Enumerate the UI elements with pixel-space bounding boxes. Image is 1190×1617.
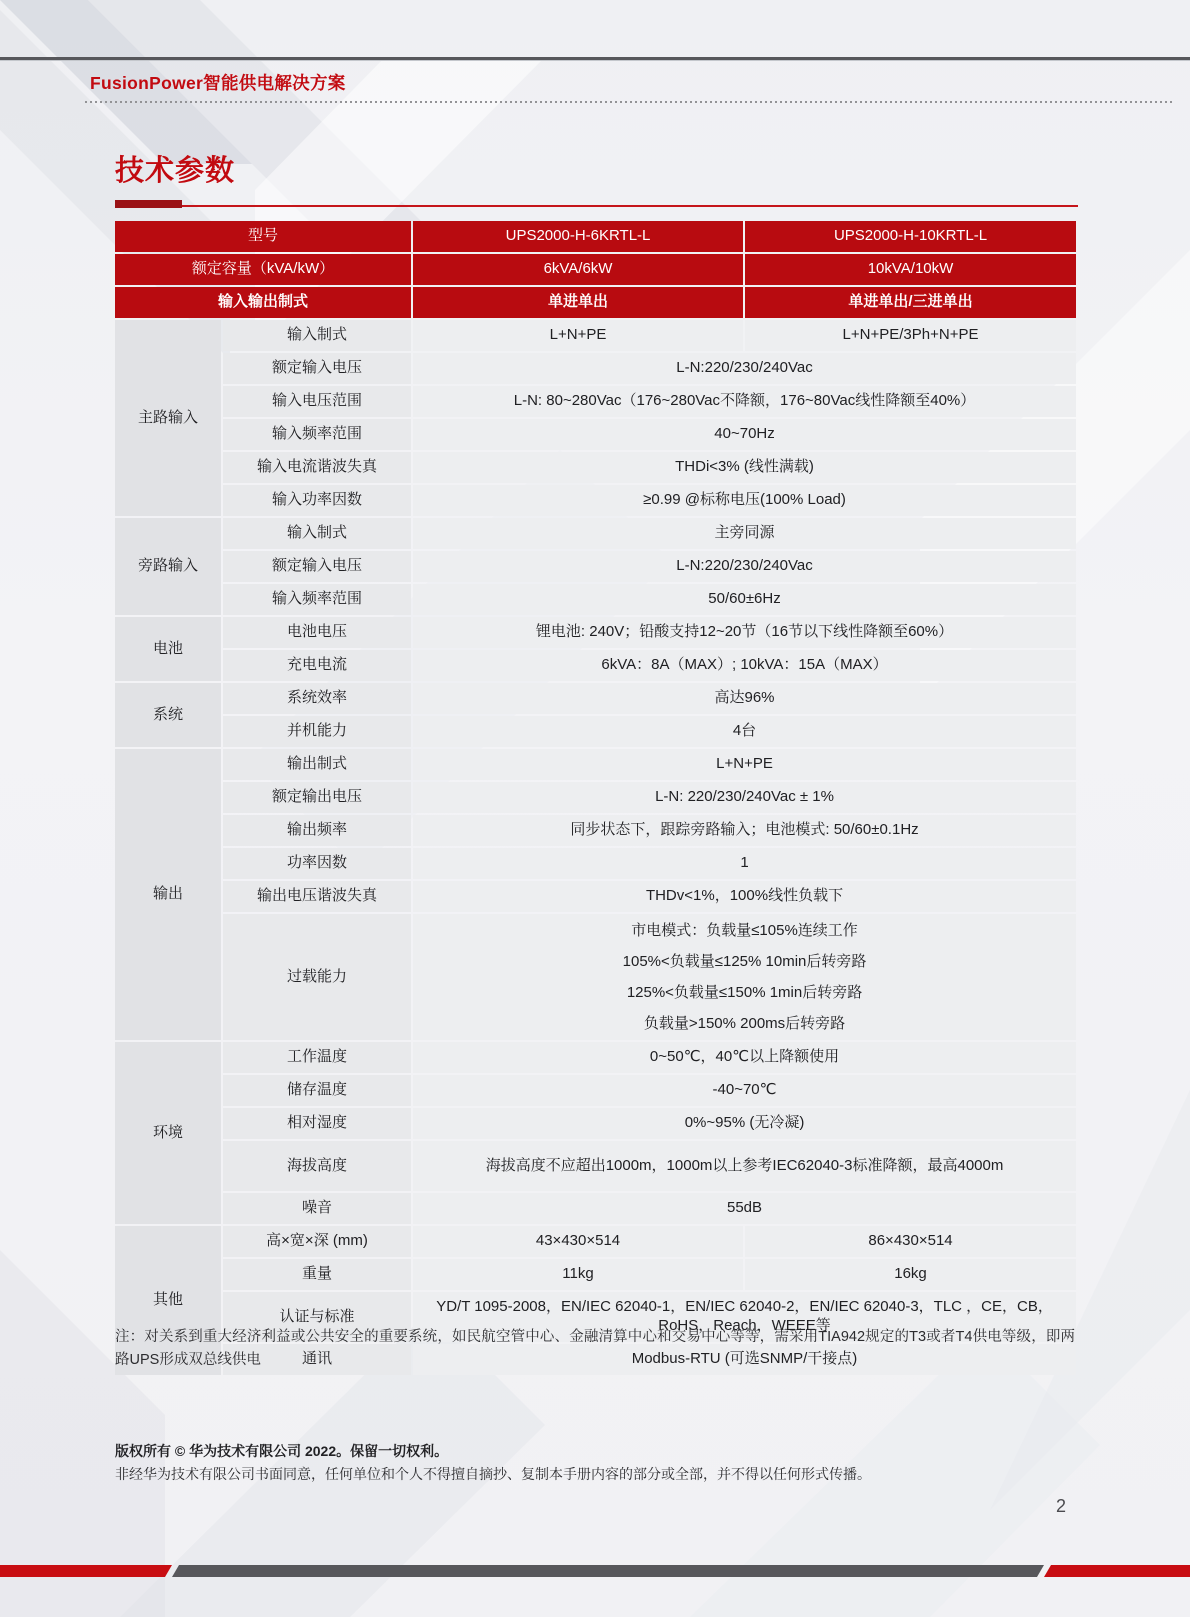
param-label-cell: 系统效率 (223, 683, 411, 714)
model-b-cell: UPS2000-H-10KRTL-L (745, 221, 1076, 252)
param-label-cell: 相对湿度 (223, 1108, 411, 1139)
param-label-cell: 输出制式 (223, 749, 411, 780)
table-row (115, 683, 1076, 714)
section-title-underline (115, 199, 1078, 208)
io-mode-a-cell: 单进单出 (413, 287, 743, 318)
table-row (115, 1226, 1076, 1257)
param-label-cell: 电池电压 (223, 617, 411, 648)
param-label-cell: 并机能力 (223, 716, 411, 747)
param-label-cell: 工作温度 (223, 1042, 411, 1073)
category-cell: 电池 (115, 617, 221, 681)
value-cell: 0%~95% (无冷凝) (413, 1108, 1076, 1139)
table-row (115, 782, 1076, 813)
value-cell: L-N:220/230/240Vac (413, 551, 1076, 582)
value-cell: 16kg (745, 1259, 1076, 1290)
table-row (115, 1042, 1076, 1073)
param-label-cell: 输入电压范围 (223, 386, 411, 417)
table-row (115, 1141, 1076, 1191)
param-label-cell: 输出频率 (223, 815, 411, 846)
value-cell: 55dB (413, 1193, 1076, 1224)
param-label-cell: 输入电流谐波失真 (223, 452, 411, 483)
section-title: 技术参数 (115, 155, 236, 187)
overload-value-cell (413, 914, 1076, 1040)
footer-accent-bar (0, 1565, 1190, 1577)
category-cell: 主路输入 (115, 320, 221, 516)
value-cell: L-N:220/230/240Vac (413, 353, 1076, 384)
value-cell: 海拔高度不应超出1000m，1000m以上参考IEC62040-3标准降额，最高4000m (413, 1141, 1076, 1191)
value-cell: L+N+PE (413, 749, 1076, 780)
value-cell: 86×430×514 (745, 1226, 1076, 1257)
param-label-cell: 额定输入电压 (223, 353, 411, 384)
overload-line: 125%<负载量≤150% 1min后转旁路 (626, 984, 863, 1001)
table-row (115, 848, 1076, 879)
value-cell: 同步状态下，跟踪旁路输入；电池模式: 50/60±0.1Hz (413, 815, 1076, 846)
table-row (115, 452, 1076, 483)
footer-bar-red-left (0, 1565, 172, 1577)
param-label-cell: 通讯 (223, 1344, 411, 1375)
table-header-row-capacity (115, 254, 1076, 285)
table-row (115, 584, 1076, 615)
param-label-cell: 噪音 (223, 1193, 411, 1224)
capacity-a-cell: 6kVA/6kW (413, 254, 743, 285)
overload-line: 负载量>150% 200ms后转旁路 (643, 1015, 846, 1032)
param-label-cell: 额定输入电压 (223, 551, 411, 582)
header-label-cell: 型号 (115, 221, 411, 252)
value-cell: 11kg (413, 1259, 743, 1290)
value-cell: THDi<3% (线性满载) (413, 452, 1076, 483)
table-row (115, 1108, 1076, 1139)
underline-thin-segment (115, 205, 1078, 208)
top-divider-bar (0, 57, 1190, 61)
value-cell: L+N+PE/3Ph+N+PE (745, 320, 1076, 351)
param-label-cell: 功率因数 (223, 848, 411, 879)
footnote: 注：对关系到重大经济利益或公共安全的重要系统，如民航空管中心、金融清算中心和交易中心等等，需采用TIA942规定的T3或者T4供电等级，即两路UPS形成双总线供电 (115, 1329, 1075, 1369)
table-row (115, 1193, 1076, 1224)
value-cell: THDv<1%，100%线性负载下 (413, 881, 1076, 912)
table-row (115, 881, 1076, 912)
underline-thick-segment (115, 200, 182, 208)
table-row (115, 1259, 1076, 1290)
param-label-cell: 高×宽×深 (mm) (223, 1226, 411, 1257)
copyright-line2: 非经华为技术有限公司书面同意，任何单位和个人不得擅自摘抄、复制本手册内容的部分或全部，并不得以任何形式传播。 (115, 1466, 871, 1482)
table-row (115, 518, 1076, 549)
header-label-cell: 额定容量（kVA/kW） (115, 254, 411, 285)
value-cell: L-N: 80~280Vac（176~280Vac不降额，176~80Vac线性降额至40%） (413, 386, 1076, 417)
param-label-cell: 储存温度 (223, 1075, 411, 1106)
value-cell: YD/T 1095-2008，EN/IEC 62040-1，EN/IEC 62040-2，EN/IEC 62040-3，TLC ，CE，CB，RoHS，Reach，WEEE等 (413, 1292, 1076, 1342)
value-cell: 主旁同源 (413, 518, 1076, 549)
param-label-cell: 额定输出电压 (223, 782, 411, 813)
table-row-overload (115, 914, 1076, 1040)
copyright-line1: 版权所有 © 华为技术有限公司 2022。保留一切权利。 (115, 1443, 449, 1459)
param-label-cell: 输入制式 (223, 320, 411, 351)
value-cell: 6kVA：8A（MAX）; 10kVA：15A（MAX） (413, 650, 1076, 681)
category-cell: 环境 (115, 1042, 221, 1224)
dotted-divider (85, 101, 1175, 103)
model-a-cell: UPS2000-H-6KRTL-L (413, 221, 743, 252)
table-row (115, 650, 1076, 681)
table-row (115, 617, 1076, 648)
table-row (115, 551, 1076, 582)
param-label-cell: 海拔高度 (223, 1141, 411, 1191)
table-row (115, 815, 1076, 846)
param-label-cell: 重量 (223, 1259, 411, 1290)
footer-bar-red-right (1044, 1565, 1190, 1577)
header-label-cell: 输入输出制式 (115, 287, 411, 318)
io-mode-b-cell: 单进单出/三进单出 (745, 287, 1076, 318)
value-cell: 40~70Hz (413, 419, 1076, 450)
overload-line: 市电模式：负载量≤105%连续工作 (631, 922, 858, 939)
category-cell: 其他 (115, 1226, 221, 1375)
param-label-cell: 充电电流 (223, 650, 411, 681)
category-cell: 系统 (115, 683, 221, 747)
overload-line: 105%<负载量≤125% 10min后转旁路 (622, 953, 867, 970)
value-cell: 50/60±6Hz (413, 584, 1076, 615)
table-header-row-model (115, 221, 1076, 252)
value-cell: Modbus-RTU (可选SNMP/干接点) (413, 1344, 1076, 1375)
value-cell: 1 (413, 848, 1076, 879)
document-header-title: FusionPower智能供电解决方案 (90, 73, 346, 93)
value-cell: ≥0.99 @标称电压(100% Load) (413, 485, 1076, 516)
table-row (115, 1075, 1076, 1106)
value-cell: 43×430×514 (413, 1226, 743, 1257)
value-cell: 锂电池: 240V；铅酸支持12~20节（16节以下线性降额至60%） (413, 617, 1076, 648)
page-number: 2 (1056, 1496, 1067, 1516)
value-cell: 0~50℃，40℃以上降额使用 (413, 1042, 1076, 1073)
value-cell: L-N: 220/230/240Vac ± 1% (413, 782, 1076, 813)
spec-table (113, 219, 1078, 1377)
param-label-cell: 输入功率因数 (223, 485, 411, 516)
param-label-cell: 过载能力 (223, 914, 411, 1040)
value-cell: L+N+PE (413, 320, 743, 351)
table-row (115, 485, 1076, 516)
capacity-b-cell: 10kVA/10kW (745, 254, 1076, 285)
category-cell: 输出 (115, 749, 221, 1040)
value-cell: -40~70℃ (413, 1075, 1076, 1106)
value-cell: 4台 (413, 716, 1076, 747)
value-cell: 高达96% (413, 683, 1076, 714)
param-label-cell: 输出电压谐波失真 (223, 881, 411, 912)
param-label-cell: 输入频率范围 (223, 419, 411, 450)
table-row (115, 749, 1076, 780)
category-cell: 旁路输入 (115, 518, 221, 615)
table-row (115, 716, 1076, 747)
param-label-cell: 认证与标准 (223, 1292, 411, 1342)
param-label-cell: 输入频率范围 (223, 584, 411, 615)
param-label-cell: 输入制式 (223, 518, 411, 549)
table-row (115, 353, 1076, 384)
table-row (115, 386, 1076, 417)
footer-bar-dark-middle (172, 1565, 1044, 1577)
table-row (115, 320, 1076, 351)
table-row (115, 419, 1076, 450)
table-header-row-io-mode (115, 287, 1076, 318)
